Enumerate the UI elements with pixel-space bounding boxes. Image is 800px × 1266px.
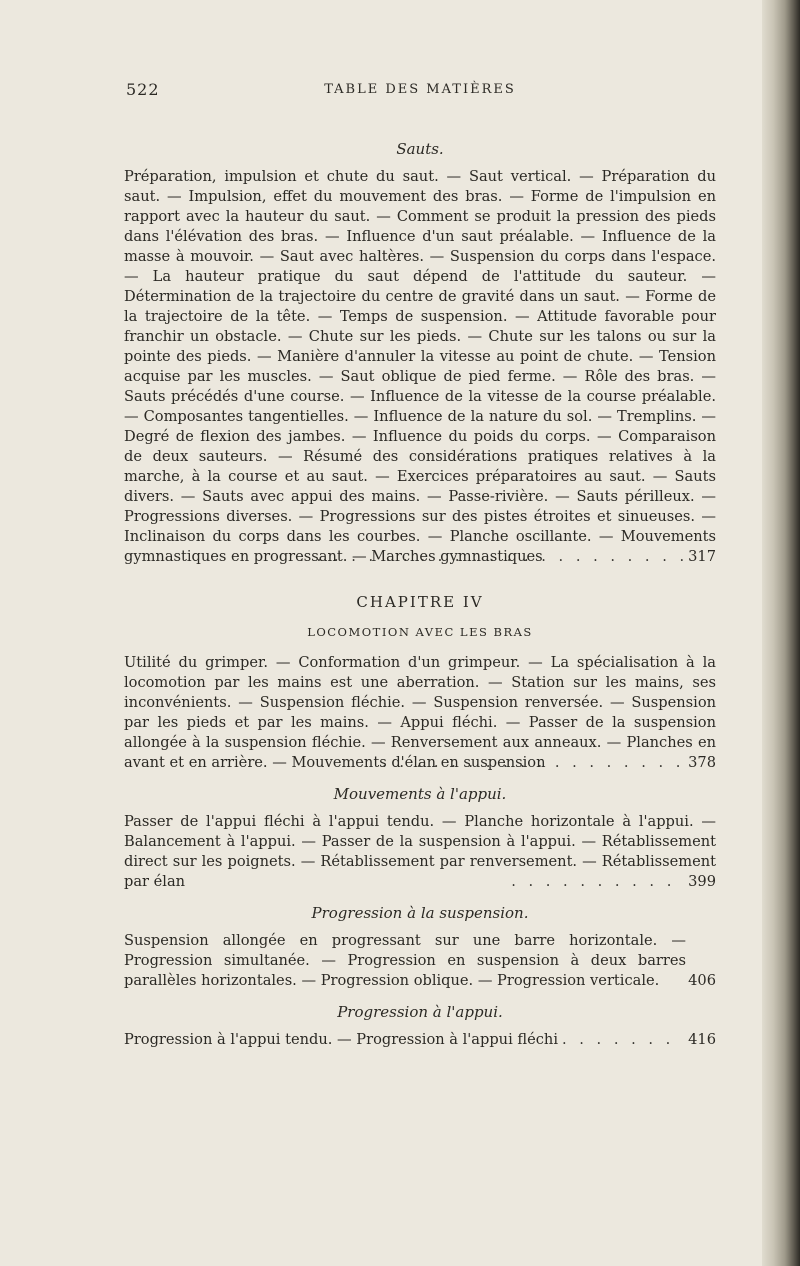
entry-text: Préparation, impulsion et chute du saut. — Saut vertical. — Préparation du saut. — Impulsion, effet du mouvement des bras. — Forme de l'impulsion en rapport avec la hauteur du saut. — Comment se produit la pression des pieds dans l'élévation des bras. — Influence d'un saut préalable. — Influence de la masse à mouvoir. — Saut avec haltères. — Suspension du corps dans l'espace. — La hauteur pratique du saut dépend de l'attitude du sauteur. — Détermination de la trajectoire du centre de gravité dans un saut. — Forme de la trajectoire de la tête. — Temps de suspension. — Attitude favorable pour franchir un obstacle. — Chute sur les pieds. — Chute sur les talons ou sur la pointe des pieds. — Manière d'annuler la vitesse au point de chute. — Tension acquise par les muscles. — Saut oblique de pied ferme. — Rôle des bras. — Sauts précédés d'une course. — Influence de la vitesse de la course préalable. — Composantes tangentielles. — Influence de la nature du sol. — Tremplins. — Degré de flexion des jambes. — Influence du poids du corps. — Comparaison de deux sauteurs. — Résumé des considérations pratiques relatives à la marche, à la course et au saut. — Exercices préparatoires au saut. — Sauts divers. — Sauts avec appui des mains. — Passe-rivière. — Sauts périlleux. — Progressions diverses. — Progressions sur des pistes étroites et sinueuses. — Inclinaison du corps dans les courbes. — Planche oscillante. — Mouvements gymnastiques en progressant. — Marches gymnastiques [124,168,716,565]
entry-text: Suspension allongée en progressant sur une barre horizontale. — Progression simultanée. — Progression en suspension à deux barres parallèles horizontales. — Progression oblique. — Progression verticale. [124,932,686,989]
section-heading-progression-appui: Progression à l'appui. [337,1003,503,1021]
entry-page-number: 317 [688,548,716,565]
table-of-contents [124,140,716,1050]
toc-entry-sauts [124,167,716,567]
entry-page-number: 416 [688,1031,716,1048]
dot-leader [562,1030,684,1050]
section-heading-progression-suspension: Progression à la suspension. [311,904,529,922]
entry-text: Passer de l'appui fléchi à l'appui tendu. — Planche horizontale à l'appui. — Balancement à l'appui. — Passer de la suspension à l'appui. — Rétablissement direct sur les poignets. — Rétablissement par renversement. — Rétablissement par élan [124,813,716,890]
entry-page-number: 399 [688,873,716,890]
dot-leader [382,753,684,773]
entry-page-number: 378 [688,754,716,771]
chapter-title: CHAPITRE IV [356,593,484,611]
section-heading-sauts: Sauts. [396,140,444,158]
page-binding-edge [762,0,800,1266]
dot-leader [299,547,684,567]
section-heading-appui: Mouvements à l'appui. [333,785,507,803]
running-title: TABLE DES MATIÈRES [324,82,516,97]
entry-page-number: 406 [688,972,716,989]
dot-leader [511,872,684,892]
chapter-subtitle: LOCOMOTION AVEC LES BRAS [307,625,533,639]
page-number: 522 [126,80,160,99]
toc-entry-appui [124,812,716,892]
running-head [126,80,714,104]
toc-entry-progression-appui [124,1030,716,1050]
entry-text: Progression à l'appui tendu. — Progression à l'appui fléchi [124,1031,558,1048]
entry-text: Utilité du grimper. — Conformation d'un grimpeur. — La spécialisation à la locomotion par les mains est une aberration. — Station sur les mains, ses inconvénients. — Suspension fléchie. — Suspension renversée. — Suspension par les pieds et par les mains. — Appui fléchi. — Passer de la suspension allongée à la suspension fléchie. — Renversement aux anneaux. — Planches en avant et en arrière. — Mouvements d'élan en suspension [124,654,716,771]
toc-entry-progression-suspension [124,931,716,991]
toc-entry-chapter-4 [124,653,716,773]
